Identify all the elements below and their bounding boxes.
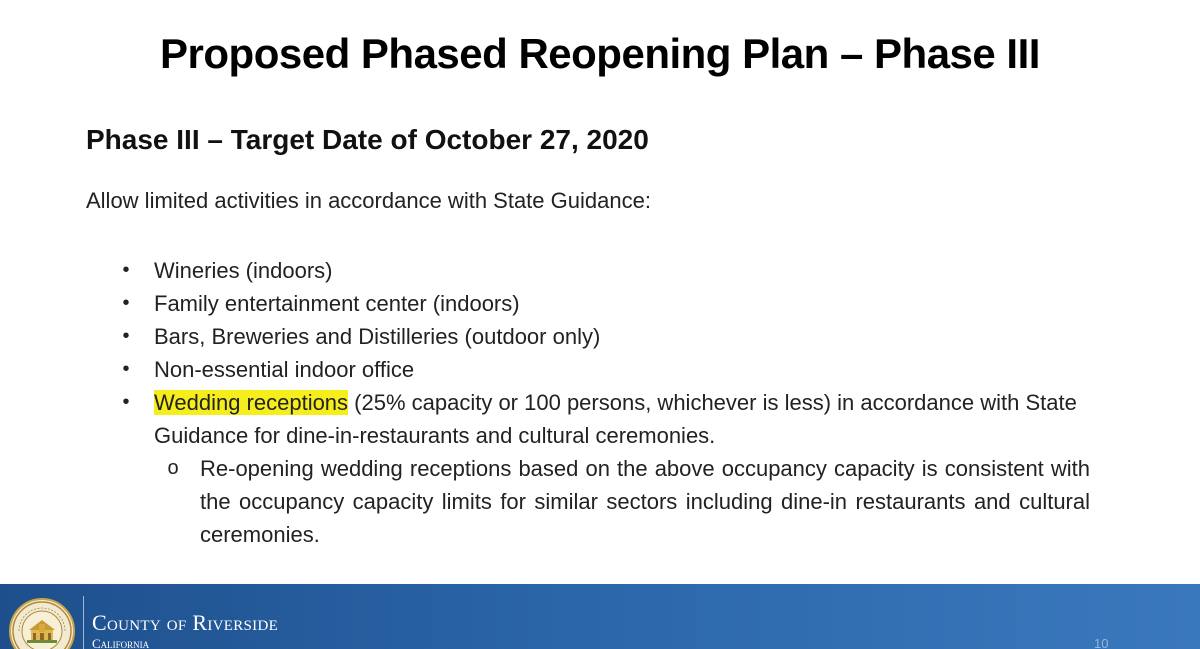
page-number: 10	[1094, 636, 1109, 649]
list-item-text: Wineries (indoors)	[154, 258, 333, 283]
list-item-text: Family entertainment center (indoors)	[154, 291, 520, 316]
sub-list-item-text: Re-opening wedding receptions based on the above occupancy capacity is consistent with the occupancy capacity limits for similar sectors including dine-in restaurants and cultural ceremonies.	[200, 456, 1090, 547]
list-item	[0, 353, 1200, 386]
list-item	[0, 254, 1200, 287]
list-item-text	[154, 386, 1099, 452]
slide-title: Proposed Phased Reopening Plan – Phase III	[160, 30, 1040, 77]
list-item-text: Bars, Breweries and Distilleries (outdoor only)	[154, 324, 601, 349]
bullet-icon: •	[122, 292, 130, 314]
bullet-icon: •	[122, 259, 130, 281]
organization-state: California	[92, 636, 150, 649]
organization-name: County of Riverside	[92, 610, 279, 635]
sub-list-item	[0, 452, 1090, 551]
sub-bullet-icon: o	[167, 457, 179, 479]
highlighted-phrase: Wedding receptions	[154, 390, 349, 415]
activity-list	[0, 254, 1200, 551]
bullet-icon: •	[122, 358, 130, 380]
list-item	[0, 386, 1200, 452]
list-item	[0, 320, 1200, 353]
county-seal-icon	[9, 598, 75, 649]
bullet-icon: •	[122, 391, 130, 413]
list-item	[0, 287, 1200, 320]
footer-bar	[0, 584, 1200, 649]
intro-text: Allow limited activities in accordance with State Guidance:	[86, 188, 651, 213]
phase-subtitle: Phase III – Target Date of October 27, 2020	[86, 124, 649, 155]
bullet-icon: •	[122, 325, 130, 347]
list-item-text: Non-essential indoor office	[154, 357, 415, 382]
list-item-continuation: (25% capacity or 100 persons, whichever is less) in accordance with State Guidance for dine-in-restaurants and cultural ceremonies.	[154, 390, 1077, 448]
footer-divider	[83, 596, 84, 649]
